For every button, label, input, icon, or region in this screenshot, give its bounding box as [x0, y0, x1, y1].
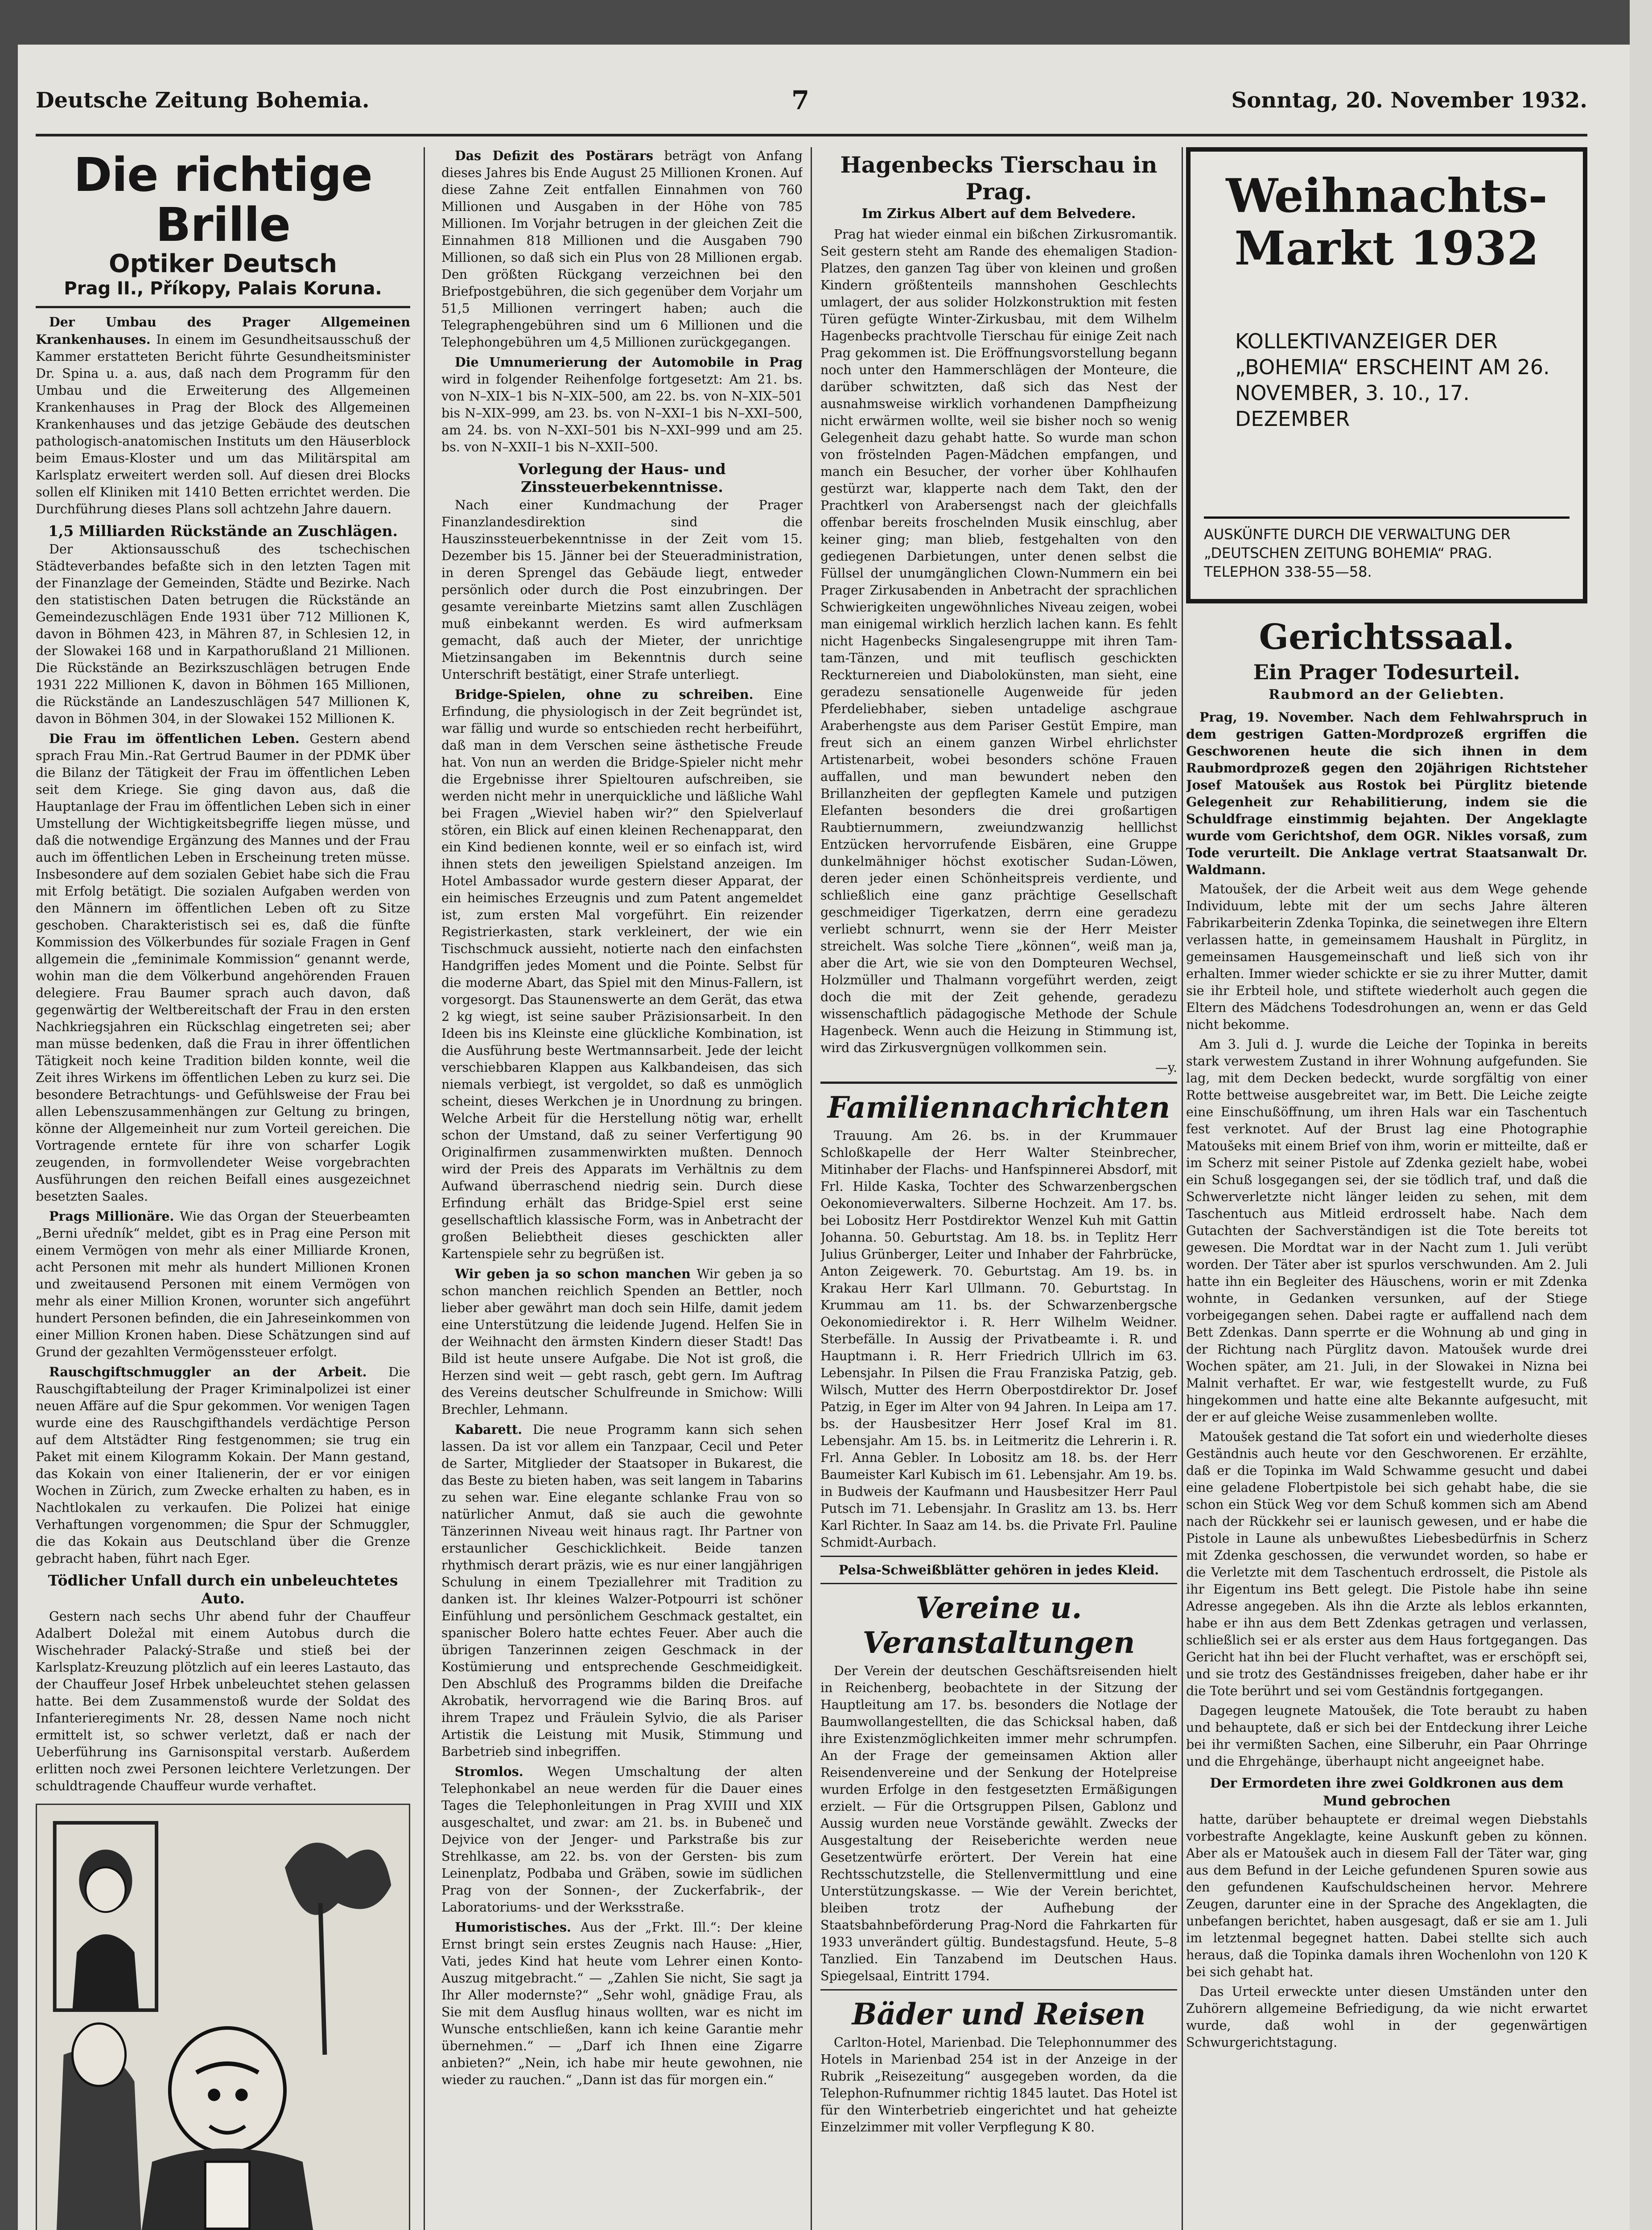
article-body: Die Rauschgiftabteilung der Prager Kriminalpolizei ist einer neuen Affäre auf die Spur gekommen. Vor wenigen Tagen wurde eine des Rauschgifthandels verdächtige Person auf dem Altstädter Ring festgenommen; sie trug ein Paket mit einem Kilogramm Kokain. Der Mann gestand, das Kokain von einer Italienerin, der er vor einigen Wochen in Zürich, zum Zwecke erhalten zu haben, es in Nachtlokalen zu verkaufen. Die Polizei hat einige Verhaftungen vorgenommen; die Spur der Schmuggler, die das Kokain aus Deutschland über die Grenze gebracht haben, führt nach Eger. — [36, 1365, 410, 1566]
article-body: Carlton-Hotel, Marienbad. Die Telephonnummer des Hotels in Marienbad 254 ist in der Anzeige in der Rubrik „Reisezeitung“ ausgegeben worden, da die Telephon-Rufnummer richtig 1845 lautet. Das Hotel ist für den Winterbetrieb eingerichtet und hat geheizte Einzelzimmer mit voller Verpflegung K 80. — [820, 2035, 1177, 2135]
article-heading: Hagenbecks Tierschau in Prag. — [840, 152, 1158, 205]
article-heading: Der Umbau des Prager Allgemeinen Krankenhauses. — [36, 314, 410, 347]
article-body: Dagegen leugnete Matoušek, die Tote beraubt zu haben und behauptete, daß er sich bei der Entdeckung ihrer Leiche bei ihr vermißten Sachen, eine Silberuhr, ein Paar Ohrringe und die Ehrgehänge, überhaupt nicht angeeignet habe. — [1186, 1703, 1587, 1769]
article-body: In einem im Gesundheitsausschuß der Kammer erstatteten Bericht führte Gesundheitsminister Dr. Spina u. a. aus, daß nach dem Programm für den Umbau und die Erweiterung des Allgemeinen Krankenhauses in Prag der Block des Allgemeinen Krankenhauses und das jetzige Gebäude des deutschen pathologisch-anatomischen Instituts um den Häuserblock beim Emaus-Kloster und um das Militärspital am Karlsplatz erweitert werden soll. Auf diesen drei Blocks sollen elf Kliniken mit 1410 Betten errichtet werden. Die Durchführung dieses Plans soll achtzehn Jahre dauern. — [36, 332, 410, 516]
article-subheading: Im Zirkus Albert auf dem Belvedere. — [861, 206, 1136, 222]
association-notices — [820, 1663, 1177, 1985]
article-heading: Das Defizit des Postärars — [455, 148, 653, 163]
article-lead: Prag, 19. November. Nach dem Fehlwahrspruch in dem gestrigen Gatten-Mordprozeß ergriffen die Geschworenen heute die sich ihnen in dem Raubmordprozeß gegen den 20jährigen Richtsteher Josef Matoušek aus Rostok bei Pürglitz bietende Gelegenheit zur Rehabilitierung, indem sie die Schuldfrage einstimmig bejahten. Der Angeklagte wurde vom Gerichtshof, dem OGR. Nikles vorsaß, zum Tode verurteilt. Die Anklage vertrat Staatsanwalt Dr. Waldmann. — [1186, 710, 1587, 877]
masthead-left: Deutsche Zeitung Bohemia. — [36, 88, 370, 113]
article-subheading: Raubmord an der Geliebten. — [1269, 687, 1505, 702]
article-body: Wir geben ja so schon manchen reichlich Spenden an Bettler, noch lieber aber gewährt man doch sein Hilfe, damit jedem eine Unterstützung die leidende Jugend. Helfen Sie in der Weihnacht den ärmsten Kindern dieser Stadt! Das Bild ist heute unsere Aufgabe. Die Not ist groß, die Herzen sind weit — gebt rasch, gebt gern. Im Auftrag des Vereins deutscher Schulfreunde in Smichow: Willi Brechler, Lehmann. — [441, 1267, 803, 1417]
column-rule — [811, 147, 812, 2230]
article-heading: Rauschgiftschmuggler an der Arbeit. — [49, 1364, 367, 1379]
article-heading: Prags Millionäre. — [49, 1209, 174, 1224]
article-body: Wegen Umschaltung der alten Telephonkabel an neue werden für die Dauer eines Tages die Telephonleitungen in Prag XVIII und XIX ausgeschaltet, und zwar: am 21. bs. in Bubeneč und Dejvice von der Jenger- und Parkstraße bis zur Strehlkasse, am 22. bs. von der Gersten- bis zum Leinenplatz, Podbaba und Gräben, sowie im südlichen Prag von der Sonnen-, der Zuckerfabrik-, der Laboratoriums- und der Werksstraße. — [441, 1764, 803, 1915]
optician-ad-address: Prag II., Příkopy, Palais Koruna. — [64, 278, 382, 299]
article-body: Nach einer Kundmachung der Prager Finanzlandesdirektion sind die Hauszinssteuerbekenntnisse in der Zeit vom 15. Dezember bis 15. Jänner bei der Steueradministration, in deren Sprengel das Gebäude liegt, entweder persönlich oder durch die Post einzubringen. Der gesamte vereinbarte Mietzins samt allen Zuschlägen muß einbekannt werden. Es wird aufmerksam gemacht, daß auch der Mieter, der unrichtige Mietzinsangaben im Bekenntnis durch seine Unterschrift bestätigt, einer Strafe unterliegt. — [441, 498, 803, 682]
article-body: Wie das Organ der Steuerbeamten „Berni uředník“ meldet, gibt es in Prag eine Person mit einem Vermögen von mehr als einer Milliarde Kronen, acht Personen mit mehr als hundert Millionen Kronen und zweitausend Personen mit einem Vermögen von mehr als einer Million Kronen, worunter sich angeführt hundert Personen befinden, die ein Jahreseinkommen von einer Million Kronen haben. Diese Schätzungen sind auf Grund der gezahlten Vermögenssteuer erfolgt. — [36, 1209, 410, 1359]
article-heading: Stromlos. — [455, 1764, 523, 1779]
column-rule — [1182, 147, 1183, 2230]
article-heading: Der Ermordeten ihre zwei Goldkronen aus dem Mund gebrochen — [1210, 1776, 1564, 1809]
column-rule — [424, 147, 425, 2230]
article-heading: 1,5 Milliarden Rückstände an Zuschlägen. — [48, 522, 398, 540]
article-body: Die neue Programm kann sich sehen lassen. Da ist vor allem ein Tanzpaar, Cecil und Peter de Sarter, Mitglieder der Staatsoper in Bukarest, die das Beste zu bieten haben, was seit langem in Tabarins zu sehen war. Eine elegante schlanke Frau von so natürlicher Anmut, daß sie auch die gewohnte Tänzerinnen Niveau weit hinaus ragt. Ihr Partner von erstaunlicher Geschicklichkeit. Beide tanzen rhythmisch derart präzis, wie es nur einer langjährigen Schulung in einem Tpeziallehrer mit Tradition zu danken ist. Ihr kleines Walzer-Potpourri ist schöner Einfühlung und persönlichem Geschmack gestaltet, ein spanischer Bolero hatte echtes Feuer. Aber auch die übrigen Tanzerinnen zeigen Geschmack in der Kostümierung und entsprechende Geschmeidigkeit. Den Abschluß des Programms bilden die Dreifache Akrobatik, hervorragend wie die Barinq Bros. auf ihrem Trapez und Fräulein Sylvio, die als Pariser Artistik die Leistung mit Musik, Stimmung und Barbetrieb sind inbegriffen. — [441, 1422, 803, 1759]
article-body: Der Aktionsausschuß des tschechischen Städteverbandes befaßte sich in den letzten Tagen mit der Finanzlage der Gemeinden, Städte und Bezirke. Nach den statistischen Daten betrugen die Rückstände an Gemeindezuschlägen Ende 1931 über 712 Millionen K, davon in Böhmen 423, in Mähren 87, in Schlesien 12, in der Slowakei 168 und in Karpathorußland 21 Millionen. Die Rückstände an Bezirkszuschlägen betrugen Ende 1931 222 Millionen K, davon in Böhmen 165 Millionen, die Rückstände an Landeszuschlägen 547 Millionen K, davon in Böhmen 304, in der Slowakei 152 Millionen K. — [36, 542, 410, 726]
court-article — [1186, 709, 1587, 2051]
column-1 — [36, 147, 410, 2230]
article-body: Das Urteil erweckte unter diesen Umständen unter den Zuhörern allgemeine Befriedigung, da wie nicht erwartet wurde, daß wohl in der gegenwärtigen Schwurgerichtstagung. — [1186, 1984, 1587, 2050]
article-heading: Ein Prager Todesurteil. — [1253, 660, 1520, 684]
article-body: Eine Erfindung, die physiologisch in der Zeit begründet ist, war fällig und wurde so entschieden recht herbeiführt, daß man in dem Verschen seine ästhetische Freude hat. Von nun an werden die Bridge-Spieler nicht mehr die Ergebnisse ihrer Spieltouren aufschreiben, sie werden nicht mehr in unerquickliche und läßliche Wahl bei Fragen „Wieviel haben wir?“ den Spielverlauf stören, ein Blick auf einen kleinen Rechenapparat, den ein Kind bedienen konnte, weil er so einfach ist, wird ihnen stets den jeweiligen Spielstand anzeigen. Im Hotel Ambassador wurde gestern dieser Apparat, der ein heimisches Erzeugnis und zum Patent angemeldet ist, zum ersten Mal vorgeführt. Ein reizender Registrierkasten, stark verkleinert, der wie ein Tischschmuck aussieht, notierte nach den einfachsten Handgriffen jedes Moment und die Pointe. Selbst für die moderne Abart, das Spiel mit den Minus-Fallern, ist vorgesorgt. Das Staunenswerte an dem Gerät, das etwa 2 kg wiegt, ist seine sauber Präzisionsarbeit. In den Ideen bis ins Kleinste eine glückliche Kombination, ist die Ausführung beste Wertmannsarbeit. Jede der leicht verschiebbaren Klappen aus Kalkbandeisen, das sich niemals verbiegt, ist vergoldet, so daß es unmöglich scheint, dieses Werkchen je in Unordnung zu bringen. Welche Arbeit für die Herstellung nötig war, erhellt schon der Umstand, daß zu seiner Verfertigung 90 Originalfirmen zusammenwirkten mußten. Dennoch wird der Preis des Apparats im Verhältnis zu dem Aufwand überraschend niedrig sein. Durch diese Erfindung erhält das Bridge-Spiel erst seine gesellschaftlich klassische Form, was in Anbetracht der großen Beliebtheit dieses geschickten aller Kartenspiele sehr zu begrüßen ist. — [441, 687, 803, 1261]
section-heading: Vereine u. Veranstaltungen — [862, 1590, 1135, 1660]
article-body: Matoušek, der die Arbeit weit aus dem Wege gehende Individuum, lebte mit der um sechs Jahre älteren Fabrikarbeiterin Zdenka Topinka, die seinetwegen ihre Eltern verlassen hatte, in gemeinsamem Haushalt in Pürglitz, in gemeinsamen Hausgemeinschaft und ließ sich von ihr erhalten. Immer wieder schickte er sie zu ihrer Mutter, damit sie ihr Erbteil hole, und stiftete wiederholt auch gegen die Eltern des Mädchens Todesdrohungen an, wenn er das Geld nicht bekomme. — [1186, 882, 1587, 1032]
masthead-date: Sonntag, 20. November 1932. — [1231, 88, 1587, 113]
article-circus — [820, 226, 1177, 1076]
cartoon-illustration — [36, 1804, 410, 2230]
ad-subtitle: KOLLEKTIVANZEIGER DER „BOHEMIA“ ERSCHEINT AM 26. NOVEMBER, 3. 10., 17. DEZEMBER — [1235, 329, 1550, 431]
article-body: hatte, darüber behauptete er dreimal wegen Diebstahls vorbestrafte Angeklagte, keine Auskunft geben zu können. Aber als er Matoušek auch in diesem Fall der Täter war, ging aus dem Befund in der Leiche gefundenen Spuren sowie aus den gefundenen Kaufschuldscheinen hervor. Mehrere Zeugen, darunter eine in der Sprache des Angeklagten, die unbefangen berichtet, haben ausgesagt, daß er sie am 1. Juli im letztenmal begegnet hatten. Dabei stellte sich auch heraus, daß die Topinka damals ihren Wochenlohn von 120 K bei sich gehabt hat. — [1186, 1812, 1587, 1979]
article-heading: Humoristisches. — [455, 1920, 571, 1935]
ad-title: Markt 1932 — [1234, 221, 1539, 276]
section-heading: Bäder und Reisen — [852, 1997, 1146, 2032]
article-heading: Tödlicher Unfall durch ein unbeleuchtetes Auto. — [48, 1572, 398, 1607]
article-body: Am 3. Juli d. J. wurde die Leiche der Topinka in bereits stark verwestem Zustand in ihrer Wohnung aufgefunden. Sie lag, mit dem Decken bedeckt, wurde sorgfältig von einer Rotte bettweise ausgebreitet war, im Bett. Die Leiche zeigte eine Einschußöffnung, um ihren Hals war ein Taschentuch fest verknotet. Auf der Brust lag eine Photographie Matoušeks mit einem Brief von ihm, worin er mitteilte, daß er im Scherz mit seiner Pistole auf Zdenka gezielt habe, wobei ein Schuß losgegangen sei, der sie tödlich traf, und daß die Schwerverletzte nicht länger leiden zu sehen, mit dem Taschentuch aus Mitleid erdrosselt habe. Nach dem Gutachten der Sachverständigen ist die Tote bereits tot gewesen. Die Mordtat war in der Nacht zum 1. Juli verübt worden. Der Täter aber ist spurlos verschwunden. Am 2. Juli hatte ihn ein Begleiter des Häuschens, worin er mit Zdenka wohnte, in Gedanken versunken, auf der Stiege vorbeigegangen sehen. Dabei ragte er auffallend nach dem Bett Zdenkas. Dann sperrte er die Wohnung ab und ging in der Richtung nach Pürglitz davon. Matoušek wurde drei Wochen später, am 21. Juli, in der Slowakei in Nizna bei Malnit verhaftet. Er war, wie festgestellt wurde, zu Fuß hingekommen und hatte eine alte Bekannte aufgesucht, mit der er auf gleiche Weise zusammenleben wollte. — [1186, 1037, 1587, 1425]
article-heading: Kabarett. — [455, 1422, 523, 1437]
divider — [820, 1556, 1177, 1557]
article-heading: Bridge-Spielen, ohne zu schreiben. — [455, 687, 754, 702]
article-body: Gestern abend sprach Frau Min.-Rat Gertrud Baumer in der PDMK über die Bilanz der Tätigkeit der Frau im öffentlichen Leben seit dem Kriege. Sie ging davon aus, daß die Hauptanlage der Frau im öffentlichen Leben sich in einer Umstellung der Wichtigkeitsbegriffe liegen müsse, und daß die notwendige Ergänzung des Mannes und der Frau auch im öffentlichen Leben in Erscheinung treten müsse. Insbesondere auf dem sozialen Gebiet habe sich die Frau mit Erfolg betätigt. Die sozialen Aufgaben werden von den Männern im öffentlichen Leben oft zu Sitze geschoben. Charakteristisch sei es, daß die fünfte Kommission des Völkerbundes für soziale Fragen in Genf allgemein die „feminimale Kommission“ genannt werde, wohin man die dem Völkerbund angehörenden Frauen delegiere. Frau Baumer sprach auch davon, daß gegenwärtig der Weltbereitschaft der Frau in den ersten Nachkriegsjahren ein Rückschlag eingetreten sei; aber man müsse bedenken, daß die Frau in ihrer öffentlichen Tätigkeit noch keine Tradition bilden konnte, weil die Zeit ihres Wirkens im öffentlichen Leben zu kurz sei. Die besondere Betrachtungs- und Gefühlsweise der Frau bei allen Lebenszusammenhängen zur Geltung zu bringen, könne der Allgemeinheit nur zum Vorteil gereichen. Die Vortragende erntete für ihre von scharfer Logik zeugenden, in formvollendeter Weise vorgebrachten Ausführungen den reichen Beifall eines ausgezeichnet besetzten Saales. — [36, 731, 410, 1204]
section-heading: Gerichtssaal. — [1259, 617, 1515, 657]
scan-edge — [1630, 0, 1652, 2230]
article-signature: —y. — [1155, 1060, 1177, 1075]
travel-notices — [820, 2034, 1177, 2136]
pelsa-ad: Pelsa-Schweißblätter gehören in jedes Kleid. — [838, 1562, 1159, 1578]
column-3 — [820, 147, 1177, 2230]
divider — [820, 1082, 1177, 1084]
article-body: Prag hat wieder einmal ein bißchen Zirkusromantik. Seit gestern steht am Rande des ehemaligen Stadion-Platzes, den ganzen Tag über von kleinen und großen Kindern größtenteils mannshohen Geschlechts umlagert, der aus solider Holzkonstruktion mit festen Türen gefügte Winter-Zirkusbau, mit dem Wilhelm Hagenbecks prachtvolle Tierschau für einige Zeit nach Prag gekommen ist. Die Eröffnungsvorstellung begann noch unter den Hammerschlägen der Monteure, die darüber schwitzten, daß sich das Nest der ausnahmsweise wirklich vorhandenen Dampfheizung nicht erwärmen wollte, weil sie bisher noch so wenig Gelegenheit dazu gehabt hatte. So wurde man schon von fröstelnden Pagen-Mädchen empfangen, und manch ein Besucher, der vorher über Kohlhaufen gestürzt war, klapperte nach dem Takt, den der Prachtkerl von Arabersengst nach der gleichfalls offenbar bereits froschelnden Musik einschlug, aber keiner ging; man blieb, festgehalten von den gediegenen Darbietungen, unter denen selbst die Füllsel der unumgänglichen Clown-Nummern ein bei Prager Zirkusabenden in Anbetracht der sprachlichen Schwierigkeiten ungewöhnliches Niveau zeigen, wobei man einigemal wirklich herzlich lachen kann. Es fehlt nicht Hagenbecks Singalesengruppe mit ihren Tam-tam-Tänzen, und mit teuflisch geschickten Reckturnereien und Diabolokünsten, man sieht, eine geradezu sensationelle Augenweide für jeden Pferdeliebhaber, sieben untadelige aschgraue Araberhengste aus dem Pariser Gestüt Empire, man freut sich an einem ganzen Wirbel ehrlichster Artistenarbeit, wobei besonders schöne Frauen auffallen, und man bewundert neben den Brillanzheiten der gepflegten Kamele und putzigen Elefanten besonders die drei großartigen Raubtiernummern, zweiundzwanzig helllichst Entzücken hervorrufende Eisbären, eine Gruppe dunkelmähniger höchst exotischer Sudan-Löwen, deren jeder einen Schönheitspreis verdiente, und schließlich eine ganz prächtige Gesellschaft geschmeidiger Tigerkatzen, derrn eine geradezu verliebt schnurrt, wenn sie der Herr Meister streichelt. Was solche Tiere „können“, weiß man ja, aber die Art, wie sie von den Dompteuren Wechsel, Holzmüller und Thalmann vorgeführt werden, zeigt doch die mit der Zeit gehende, geradezu wissenschaftlich pädagogische Methode der Schule Hagenbeck. Wenn auch die Heizung in Stimmung ist, wird das Zirkusvergnügen vollkommen sein. — [820, 227, 1177, 1055]
article-heading: Vorlegung der Haus- und Zinssteuerbekenntnisse. — [518, 460, 726, 496]
divider — [820, 1583, 1177, 1584]
page-number: 7 — [791, 85, 810, 116]
article-body: beträgt von Anfang dieses Jahres bis Ende August 25 Millionen Kronen. Auf diese Zahne Zeit entfallen Einnahmen von 760 Millionen und Ausgaben in der Höhe von 785 Millionen. Im Vorjahr betrugen in der gleichen Zeit die Einnahmen 818 Millionen und die Ausgaben 790 Millionen, so daß sich ein Plus von 28 Millionen ergab. Den größten Rückgang verzeichnen bei den Briefpostgebühren, die sich gegenüber dem Vorjahr um 51,5 Millionen verringert haben; auch die Telegraphengebühren sind um 6 Millionen und die Telephongebühren um 4,5 Millionen zurückgegangen. — [441, 149, 803, 350]
article-body: Trauung. Am 26. bs. in der Krummauer Schloßkapelle der Herr Walter Steinbrecher, Mitinhaber der Flachs- und Hanfspinnerei Absdorf, mit Frl. Hilde Kaska, Tochter des Schwarzenbergschen Oekonomieverwalters. Silberne Hochzeit. Am 17. bs. bei Lobositz Herr Postdirektor Wenzel Kuh mit Gattin Johanna. 50. Geburtstag. Am 18. bs. in Teplitz Herr Julius Grünberger, Leiter und Inhaber der Fahrbrücke, Anton Zeigewerk. 70. Geburtstag. Am 19. bs. in Krakau Herr Karl Ullmann. 70. Geburtstag. In Krummau am 11. bs. der Schwarzenbergsche Oekonomiedirektor i. R. Herr Wilhelm Weidner. Sterbefälle. In Aussig der Privatbeamte i. R. und Hauptmann i. R. Herr Friedrich Ullrich im 63. Lebensjahr. In Pilsen die Frau Franziska Patzig, geb. Wilsch, Mutter des Herrn Oberpostdirektor Dr. Josef Patzig, in Eger im Alter von 94 Jahren. In Leipa am 17. bs. der Hausbesitzer Herr Josef Kral im 81. Lebensjahr. Am 15. bs. in Leitmeritz die Lehrerin i. R. Frl. Anna Gebler. In Lobositz am 18. bs. der Herr Baumeister Karl Kubisch im 61. Lebensjahr. Am 19. bs. in Budweis der Kaufmann und Hausbesitzer Herr Paul Putsch im 71. Lebensjahr. In Graslitz am 13. bs. Herr Karl Richter. In Saaz am 14. bs. die Private Frl. Pauline Schmidt-Aurbach. — [820, 1128, 1177, 1550]
section-heading: Familiennachrichten — [827, 1090, 1170, 1125]
page-header — [36, 67, 1587, 136]
article-body: Der Verein der deutschen Geschäftsreisenden hielt in Reichenberg, beobachtete in der Sitzung der Hauptleitung am 17. bs. besonders die Notlage der Baumwollangestellten, die das Schicksal haben, daß ihre Existenzmöglichkeiten immer mehr schrumpfen. An der Frage der gemeinsamen Aktion aller Reisendenvereine und der Senkung der Hotelpreise wurden Erfolge in den festgesetzten Ermäßigungen erzielt. — Für die Ortsgruppen Pilsen, Gablonz und Aussig wurden neue Vorstände gewählt. Zwecks der Ausgestaltung der Reiseberichte werden neue Gesetzentwürfe erörtert. Der Verein hat eine Rechtsschutzstelle, die Stellenvermittlung und eine Unterstützungskasse. — Wie der Verein berichtet, bleiben trotz der Aufhebung der Staatsbahnbeförderung Prag-Nord die Fahrkarten für 1933 unverändert gültig. Bundestagsfund. Heute, 5–8 Tanzlied. Ein Tanzabend im Deutschen Haus. Spiegelsaal, Eintritt 1794. — [820, 1664, 1177, 1983]
ad-footer: AUSKÜNFTE DURCH DIE VERWALTUNG DER „DEUTSCHEN ZEITUNG BOHEMIA“ PRAG. TELEPHON 338-55—58. — [1204, 516, 1570, 581]
divider — [820, 1989, 1177, 1990]
family-notices — [820, 1127, 1177, 1551]
article-body: Gestern nach sechs Uhr abend fuhr der Chauffeur Adalbert Doležal mit einem Autobus durch die Wischehrader Palacký-Straße und stieß bei der Karlsplatz-Kreuzung plötzlich auf ein leeres Lastauto, das der Chauffeur Josef Hrbek unbeleuchtet stehen gelassen hatte. Bei dem Zusammenstoß wurde der Soldat des Infanterieregiments Nr. 28, dessen Name noch nicht ermittelt ist, so schwer verletzt, daß er nach der Ueberführung ins Garnisonspital verstarb. Außerdem erlitten noch zwei Personen leichtere Verletzungen. Der schuldtragende Chauffeur wurde verhaftet. — [36, 1609, 410, 1793]
article-column-1 — [36, 314, 410, 1795]
article-heading: Die Frau im öffentlichen Leben. — [49, 731, 300, 746]
article-heading: Wir geben ja so schon manchen — [455, 1266, 691, 1281]
christmas-market-ad — [1186, 147, 1587, 603]
column-2 — [441, 147, 803, 2230]
optician-ad-title: Die richtige Brille — [74, 148, 372, 252]
ad-title: Weihnachts- — [1226, 168, 1548, 223]
column-4 — [1186, 147, 1587, 2230]
optician-ad-name: Optiker Deutsch — [109, 249, 337, 278]
divider — [36, 306, 410, 308]
article-heading: Die Umnumerierung der Automobile in Prag — [455, 355, 803, 370]
article-body: wird in folgender Reihenfolge fortgesetzt: Am 21. bs. von N–XIX–1 bis N–XIX–500, am 22. bs. von N–XIX–501 bis N–XIX–999, am 23. bs. von N–XXI–1 bis N–XXI–500, am 24. bs. von N–XXI–501 bis N–XXI–999 und am 25. bs. von N–XXII–1 bis N–XXII–500. — [441, 372, 803, 454]
article-body: Matoušek gestand die Tat sofort ein und wiederholte dieses Geständnis auch heute vor den Geschworenen. Er erzählte, daß er die Topinka im Wald Schwamme gesucht und dabei eine geladene Flobertpistole bei sich gehabt habe, die sie schon ein Stück Weg vor dem Schuß kommen sich am Abend nach der Rückkehr sei er launisch gewesen, und er habe die Pistole in Laune als unbewußtes Liebesbedürfnis in Scherz mit Zdenka geschossen, die verwundet worden, so habe er die Verletzte mit dem Taschentuch erdrosselt, die Pistole als ihr Eigentum ins Bett gelegt. Die Pistole habe ihn seine Adresse angegeben. Als ihn die Arzte als leblos erkannten, habe er ihn aus dem Bett Zdenkas getragen und verlassen, schließlich sei er als erster aus dem Haus fortgegangen. Das Gericht hat ihn bei der Flucht verhaftet, was er erschöpft sei, und sie trotz des Geständnisses freigeben, daher habe er ihr die Tote berührt und sei vom Geständnis fortgegangen. — [1186, 1429, 1587, 1698]
article-column-2 — [441, 147, 803, 2089]
article-body: Aus der „Frkt. Ill.“: Der kleine Ernst bringt sein erstes Zeugnis nach Hause: „Hier, Vati, jedes Kind hat heute vom Lehrer einen Konto-Auszug mitgebracht.“ — „Zahlen Sie nicht, Sie sagt ja Ihr Aller modernste?“ „Sehr wohl, gnädige Frau, als Sie mit dem Ausflug hinaus wollten, war es nicht im Wunsche entschließen, kann ich keine Garantie mehr übernehmen.“ — „Darf ich Ihnen eine Zigarre anbieten?“ „Nein, ich habe mir heute gewohnen, nie wieder zu rauchen.“ „Dann ist das für morgen ein.“ — [441, 1920, 803, 2087]
